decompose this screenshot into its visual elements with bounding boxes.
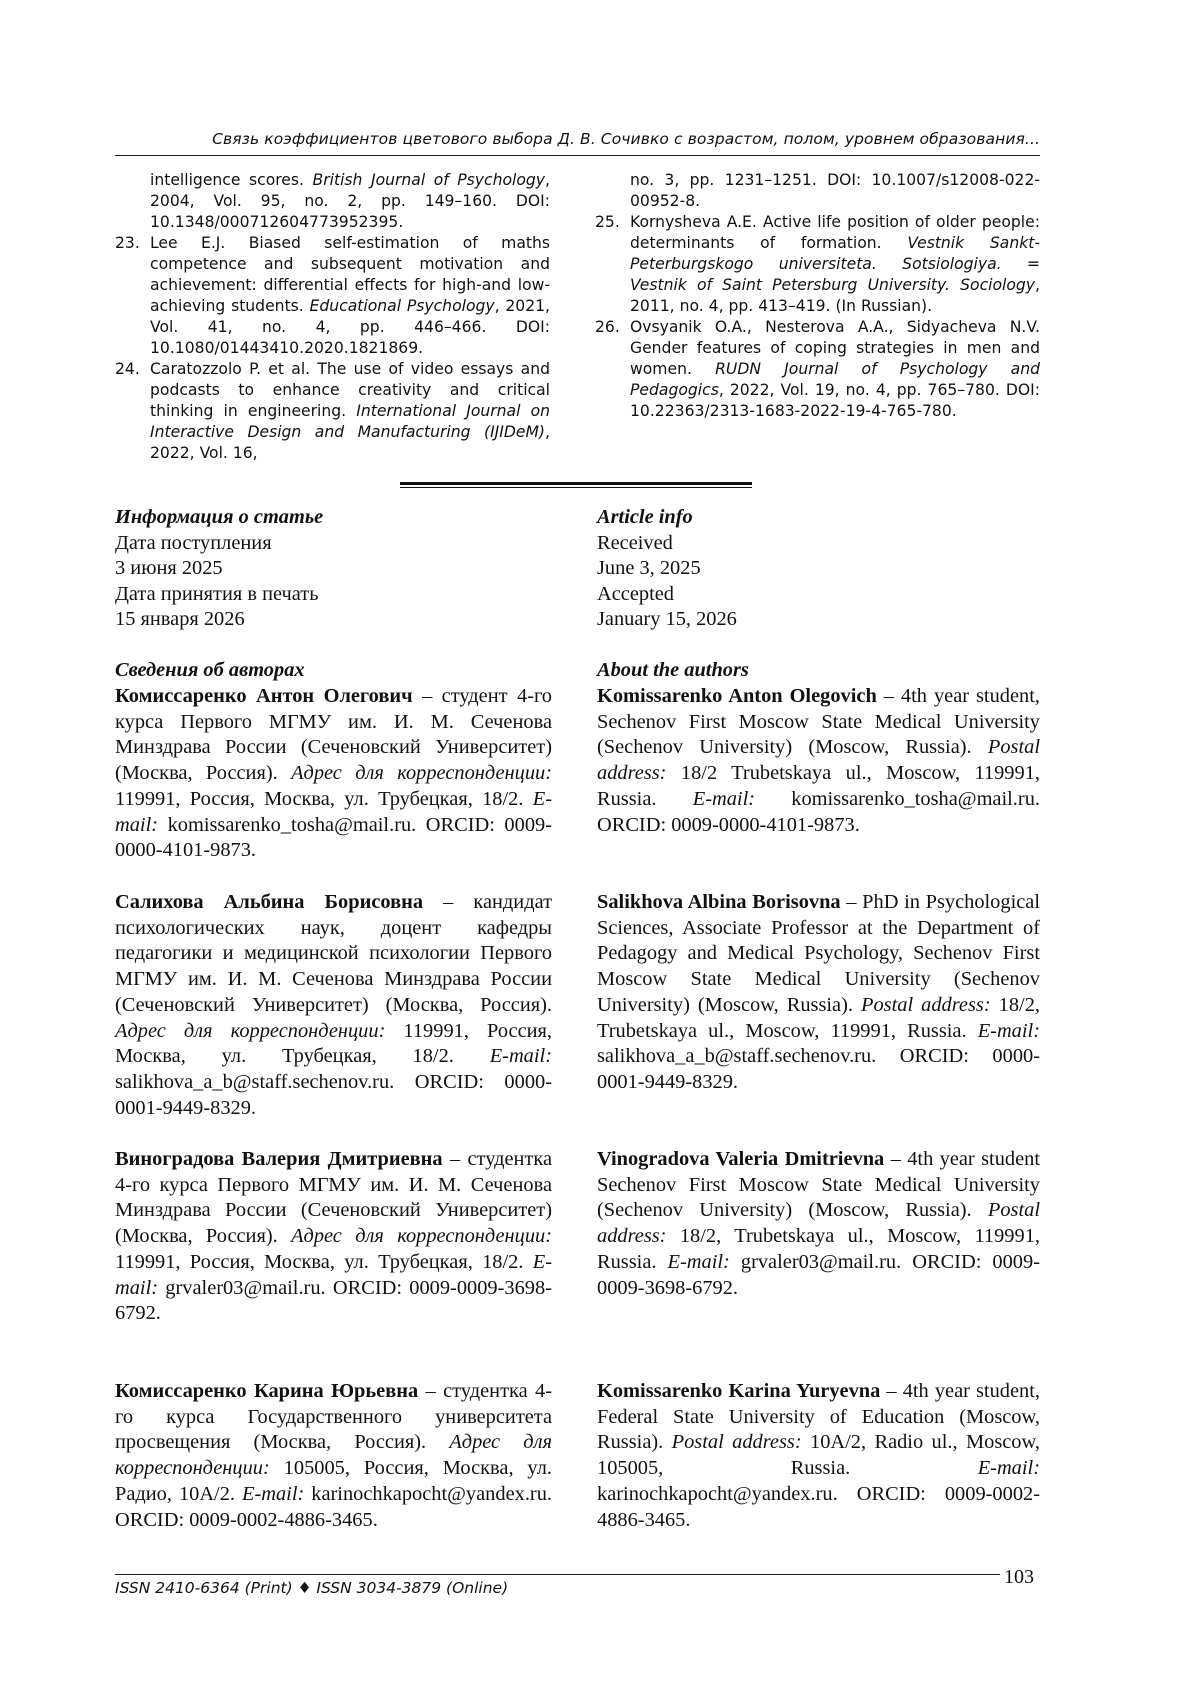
received-label: Дата поступления — [115, 531, 272, 554]
author-bio-ru: Комиссаренко Карина Юрьевна – студентка 4-го курса Государственного университета просвещения (Москва, Россия). Адрес для корреспонденции: 105005, Россия, Москва, ул. Радио, 10А/2. E-mail: karinochkapocht@yandex.ru. ORCID: 0009-0002-4886-3465. — [115, 1380, 552, 1531]
reference-item: no. 3, pp. 1231–1251. DOI: 10.1007/s12008-022-00952-8. — [630, 171, 1040, 210]
reference-number: 23. — [115, 234, 140, 252]
article-info-heading: Информация о статье — [115, 506, 324, 528]
author-name: Komissarenko Karina Yuryevna — [597, 1380, 881, 1402]
received-label: Received — [597, 531, 673, 554]
reference-number: 25. — [595, 213, 620, 231]
reference-item: 26. Ovsyanik O.A., Nesterova A.A., Sidyacheva N.V. Gender features of coping strategies in men and women. RUDN Journal of Psychology and Pedagogics, 2022, Vol. 19, no. 4, pp. 765–780. DOI: 10.22363/2313-1683-2022-19-4-765-780. — [595, 318, 1041, 420]
section-divider — [400, 482, 752, 488]
reference-item: 24. Caratozzolo P. et al. The use of video essays and podcasts to enhance creativity and critical thinking in engineering. International Journal on Interactive Design and Manufacturing (IJIDeM), 2022, Vol. 16, — [115, 360, 550, 462]
author-bio-en: Komissarenko Anton Olegovich – 4th year student, Sechenov First Moscow State Medical University (Sechenov University) (Moscow, Russia). Postal address: 18/2 Trubetskaya ul., Moscow, 119991, Russia. E-mail: komissarenko_tosha@mail.ru. ORCID: 0009-0000-4101-9873. — [597, 685, 1040, 836]
received-date: 3 июня 2025 — [115, 557, 223, 580]
article-info-heading: Article info — [597, 506, 693, 528]
author-name: Vinogradova Valeria Dmitrievna — [597, 1148, 885, 1170]
references-left-column — [115, 170, 550, 464]
author-bio-ru: Виноградова Валерия Дмитриевна – студентка 4-го курса Первого МГМУ им. И. М. Сеченова Минздрава России (Сеченовский Университет) (Москва, Россия). Адрес для корреспонденции: 119991, Россия, Москва, ул. Трубецкая, 18/2. E-mail: grvaler03@mail.ru. ORCID: 0009-0009-3698-6792. — [115, 1148, 552, 1325]
header-rule — [115, 155, 1040, 156]
received-date: June 3, 2025 — [597, 557, 701, 580]
issn-footer: ISSN 2410-6364 (Print) ♦ ISSN 3034-3879 (Online) — [115, 1579, 509, 1597]
article-info-en — [597, 505, 1040, 633]
author-name: Комиссаренко Антон Олегович — [115, 685, 413, 707]
authors-heading-en: About the authors — [597, 659, 749, 681]
page-number: 103 — [1004, 1566, 1034, 1588]
author-name: Salikhova Albina Borisovna — [597, 891, 841, 913]
author-bio-ru: Салихова Альбина Борисовна – кандидат психологических наук, доцент кафедры педагогики и медицинской психологии Первого МГМУ им. И. М. Сеченова Минздрава России (Сеченовский Университет) (Москва, Россия). Адрес для корреспонденции: 119991, Россия, Москва, ул. Трубецкая, 18/2. E-mail: salikhova_a_b@staff.sechenov.ru. ORCID: 0000-0001-9449-8329. — [115, 891, 553, 1119]
reference-item: intelligence scores. British Journal of Psychology, 2004, Vol. 95, no. 2, pp. 149–160. DOI: 10.1348/000712604773952395. — [150, 171, 550, 231]
article-info-ru — [115, 505, 552, 633]
author-bio-en: Komissarenko Karina Yuryevna – 4th year student, Federal State University of Education (Moscow, Russia). Postal address: 10A/2, Radio ul., Moscow, 105005, Russia. E-mail: karinochkapocht@yandex.ru. ORCID: 0009-0002-4886-3465. — [597, 1380, 1040, 1531]
authors-heading-ru: Сведения об авторах — [115, 659, 305, 681]
accepted-date: 15 января 2026 — [115, 608, 245, 631]
author-name: Komissarenko Anton Olegovich — [597, 685, 877, 707]
reference-number: 24. — [115, 360, 140, 378]
running-title: Связь коэффициентов цветового выбора Д. В. Сочивко с возрастом, полом, уровнем образования... — [212, 130, 1040, 148]
accepted-date: January 15, 2026 — [597, 608, 737, 631]
accepted-label: Accepted — [597, 582, 674, 605]
author-name: Виноградова Валерия Дмитриевна — [115, 1148, 443, 1170]
author-bio-ru: Комиссаренко Антон Олегович – студент 4-го курса Первого МГМУ им. И. М. Сеченова Минздрава России (Сеченовский Университет) (Москва, Россия). Адрес для корреспонденции: 119991, Россия, Москва, ул. Трубецкая, 18/2. E-mail: komissarenko_tosha@mail.ru. ORCID: 0009-0000-4101-9873. — [115, 685, 552, 862]
author-bio-en: Salikhova Albina Borisovna – PhD in Psychological Sciences, Associate Professor at the Department of Pedagogy and Medical Psychology, Sechenov First Moscow State Medical University (Sechenov University) (Moscow, Russia). Postal address: 18/2, Trubetskaya ul., Moscow, 119991, Russia. E-mail: salikhova_a_b@staff.sechenov.ru. ORCID: 0000-0001-9449-8329. — [597, 891, 1041, 1093]
reference-number: 26. — [595, 318, 620, 336]
accepted-label: Дата принятия в печать — [115, 582, 319, 605]
author-name: Комиссаренко Карина Юрьевна — [115, 1380, 419, 1402]
author-bio-en: Vinogradova Valeria Dmitrievna – 4th year student Sechenov First Moscow State Medical University (Sechenov University) (Moscow, Russia). Postal address: 18/2, Trubetskaya ul., Moscow, 119991, Russia. E-mail: grvaler03@mail.ru. ORCID: 0009-0009-3698-6792. — [597, 1148, 1040, 1299]
reference-item: 25. Kornysheva A.E. Active life position of older people: determinants of formation. Vestnik Sankt-Peterburgskogo universiteta. Sotsiologiya. = Vestnik of Saint Petersburg University. Sociology, 2011, no. 4, pp. 413–419. (In Russian). — [595, 213, 1040, 315]
author-name: Салихова Альбина Борисовна — [115, 891, 424, 913]
reference-item: 23. Lee E.J. Biased self-estimation of maths competence and subsequent motivation and achievement: differential effects for high-and low-achieving students. Educational Psychology, 2021, Vol. 41, no. 4, pp. 446–466. DOI: 10.1080/01443410.2020.1821869. — [115, 234, 550, 357]
footer-rule — [115, 1574, 1000, 1575]
references-right-column — [595, 170, 1040, 422]
